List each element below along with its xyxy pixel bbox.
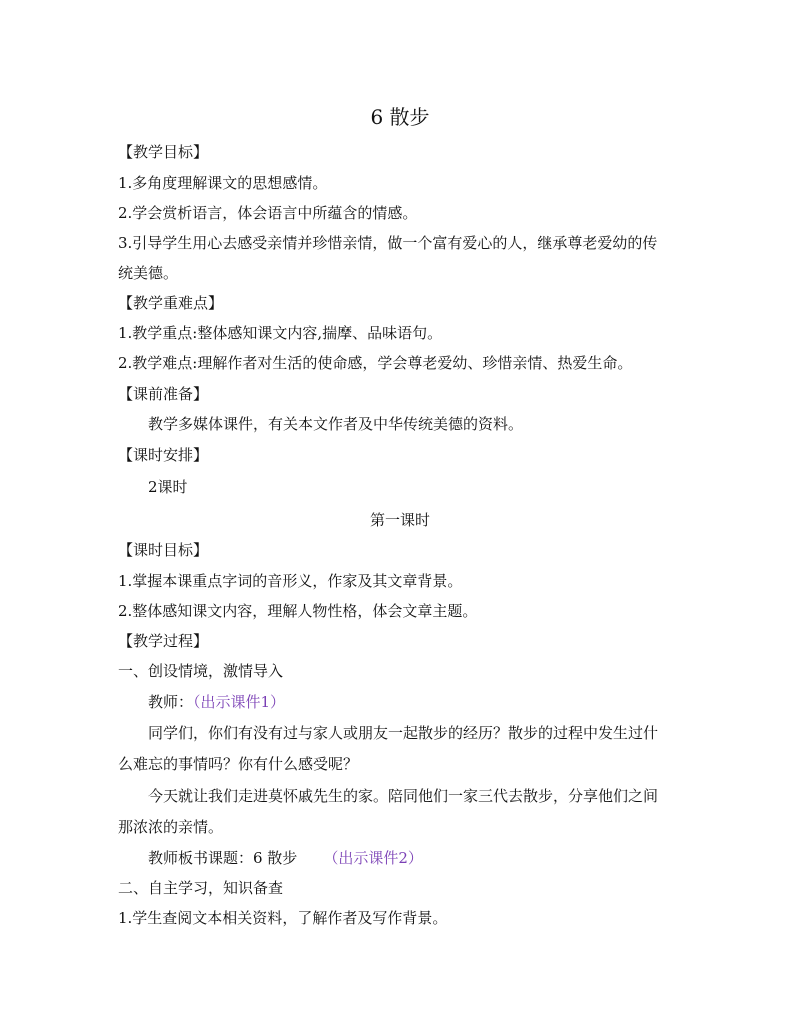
teacher-label: 教师： xyxy=(148,693,194,711)
lesson-goal-2: 2.整体感知课文内容，理解人物性格，体会文章主题。 xyxy=(118,602,478,620)
step-one-heading: 一、创设情境，激情导入 xyxy=(118,662,284,680)
schedule-heading: 【课时安排】 xyxy=(118,446,209,464)
teacher-line xyxy=(148,692,285,712)
courseware-note-2: （出示课件2） xyxy=(323,849,423,867)
board-line xyxy=(148,848,423,868)
process-heading: 【教学过程】 xyxy=(118,632,209,650)
schedule-text: 2课时 xyxy=(148,478,188,496)
key-points-heading: 【教学重难点】 xyxy=(118,294,224,312)
lesson-goal-1: 1.掌握本课重点字词的音形义，作家及其文章背景。 xyxy=(118,572,463,590)
key-point-2: 2.教学难点:理解作者对生活的使命感，学会尊老爱幼、珍惜亲情、热爱生命。 xyxy=(118,354,633,372)
goal-item-3-line1: 3.引导学生用心去感受亲情并珍惜亲情，做一个富有爱心的人，继承尊老爱幼的传 xyxy=(118,234,658,252)
goal-item-3-line2: 统美德。 xyxy=(118,264,179,282)
goal-item-1: 1.多角度理解课文的思想感情。 xyxy=(118,174,328,192)
intro-paragraph-line1: 同学们，你们有没有过与家人或朋友一起散步的经历？散步的过程中发生过什 xyxy=(148,724,659,742)
intro-paragraph-line2: 么难忘的事情吗？你有什么感受呢？ xyxy=(118,755,359,773)
preparation-heading: 【课前准备】 xyxy=(118,385,209,403)
story-paragraph-line2: 那浓浓的亲情。 xyxy=(118,818,224,836)
goal-item-2: 2.学会赏析语言，体会语言中所蕴含的情感。 xyxy=(118,204,418,222)
goals-heading: 【教学目标】 xyxy=(118,143,209,161)
courseware-note-1: （出示课件1） xyxy=(193,693,286,711)
step-two-heading: 二、自主学习，知识备查 xyxy=(118,879,284,897)
lesson-goals-heading: 【课时目标】 xyxy=(118,541,209,559)
lesson-one-heading: 第一课时 xyxy=(369,511,430,529)
story-paragraph-line1: 今天就让我们走进莫怀戚先生的家。陪同他们一家三代去散步，分享他们之间 xyxy=(148,787,659,805)
step-two-item-1: 1.学生查阅文本相关资料，了解作者及写作背景。 xyxy=(118,909,448,927)
page-title: 6 散步 xyxy=(370,105,430,129)
preparation-text: 教学多媒体课件，有关本文作者及中华传统美德的资料。 xyxy=(148,415,524,433)
board-title-label: 教师板书课题：6 散步 xyxy=(148,849,298,867)
key-point-1: 1.教学重点:整体感知课文内容,揣摩、品味语句。 xyxy=(118,324,443,342)
